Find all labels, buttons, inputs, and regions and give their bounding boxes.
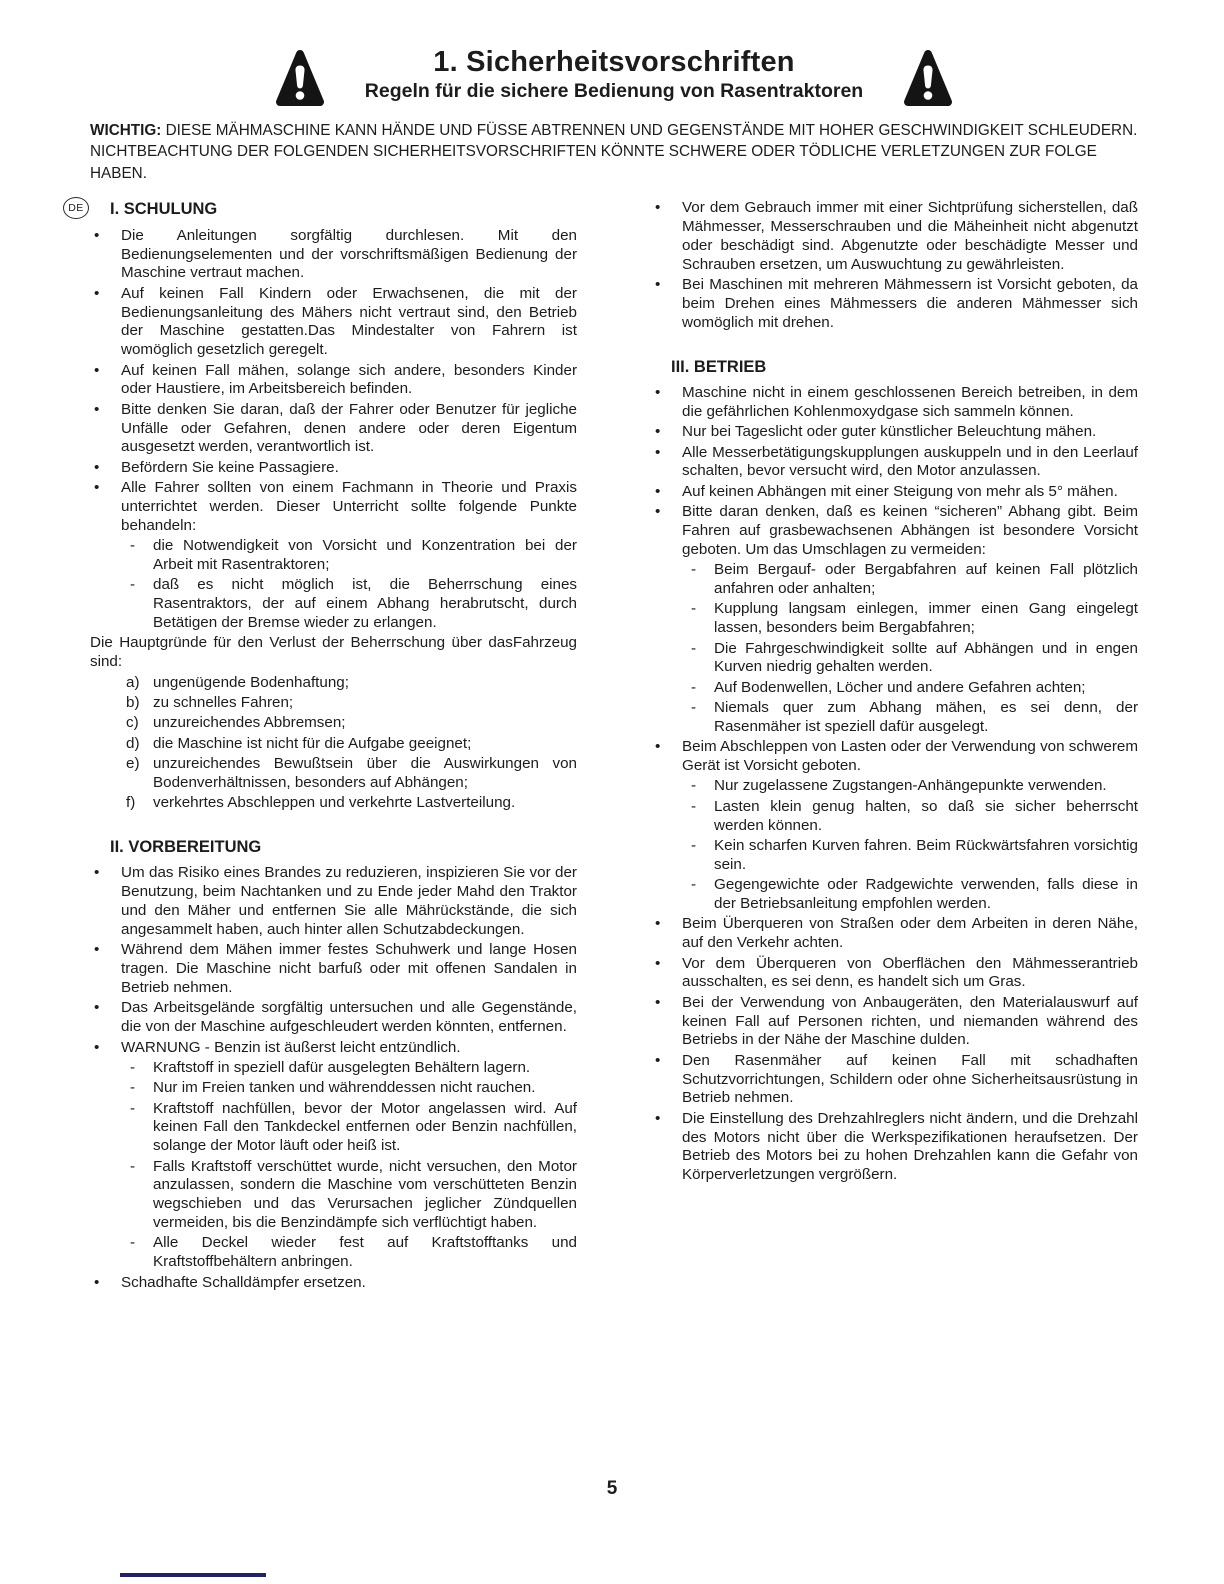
list-item: [90, 479, 577, 536]
item-text: Gegengewichte oder Radgewichte verwenden, falls diese in der Betriebsanleitung empfohlen werden.: [714, 876, 1138, 913]
list-item: [90, 864, 577, 939]
item-text: daß es nicht möglich ist, die Beherrschung eines Rasentraktors, der auf einem Abhang herabrutscht, durch Betätigen der Bremse wieder zu erlangen.: [153, 576, 577, 632]
item-text: Bei der Verwendung von Anbaugeräten, den Materialauswurf auf keinen Fall auf Personen richten, und niemanden während des Betriebs in der Nähe der Maschine dulden.: [682, 993, 1138, 1049]
item-text: Bei Maschinen mit mehreren Mähmessern ist Vorsicht geboten, da beim Drehen eines Mähmessers die anderen Mähmesser sich womöglich mit drehen.: [682, 276, 1138, 331]
list-item: [90, 674, 577, 693]
item-text: II. VORBEREITUNG: [110, 837, 262, 856]
letter-marker: f): [126, 794, 136, 812]
list-item: [651, 994, 1138, 1051]
item-text: ungenügende Bodenhaftung;: [153, 673, 349, 691]
letter-marker: b): [126, 693, 140, 711]
item-text: Auf Bodenwellen, Löcher und andere Gefahren achten;: [714, 678, 1086, 696]
language-badge: DE: [63, 197, 89, 219]
item-text: die Notwendigkeit von Vorsicht und Konzentration bei der Arbeit mit Rasentraktoren;: [153, 537, 577, 574]
list-item: [651, 640, 1138, 678]
list-item: [90, 459, 577, 478]
page-subtitle: Regeln für die sichere Bedienung von Rasentraktoren: [364, 80, 864, 102]
dash-marker: -: [691, 561, 697, 579]
list-item: [90, 1234, 577, 1272]
item-text: Auf keinen Fall mähen, solange sich andere, besonders Kinder oder Haustiere, im Arbeitsbereich befinden.: [121, 361, 577, 398]
list-item: [90, 999, 577, 1037]
list-item: [651, 837, 1138, 875]
bullet-marker: •: [94, 226, 100, 244]
list-item: [651, 798, 1138, 836]
item-text: Falls Kraftstoff verschüttet wurde, nicht versuchen, den Motor anzulassen, sondern die Maschine vom verschütteten Benzin wegschieben und das Verursachen jeglicher Zündquellen vermeiden, bis die Benzindämpfe sich verflüchtigt haben.: [153, 1157, 577, 1232]
item-text: WARNUNG - Benzin ist äußerst leicht entzündlich.: [121, 1038, 461, 1056]
list-item: [90, 1100, 577, 1157]
dash-marker: -: [130, 1157, 136, 1175]
item-text: Alle Deckel wieder fest auf Kraftstofftanks und Kraftstoffbehältern anbringen.: [153, 1234, 577, 1271]
item-text: Die Anleitungen sorgfältig durchlesen. Mit den Bedienungselementen und der vorschriftsmäßigen Bedienung der Maschine vertraut machen.: [121, 226, 577, 282]
item-text: die Maschine ist nicht für die Aufgabe geeignet;: [153, 734, 472, 752]
item-text: Schadhafte Schalldämpfer ersetzen.: [121, 1273, 366, 1291]
right-column: [651, 199, 1138, 1294]
bullet-marker: •: [655, 199, 661, 217]
list-item: [90, 1274, 577, 1293]
item-text: Niemals quer zum Abhang mähen, es sei denn, der Rasenmäher ist speziell dafür ausgelegt.: [714, 699, 1138, 735]
item-text: Beim Bergauf- oder Bergabfahren auf keinen Fall plötzlich anfahren oder anhalten;: [714, 561, 1138, 598]
dash-marker: -: [691, 639, 697, 657]
list-item: [651, 276, 1138, 333]
bullet-marker: •: [94, 1038, 100, 1056]
bullet-marker: •: [655, 993, 661, 1011]
list-item: [651, 738, 1138, 776]
warning-triangle-icon: [903, 49, 953, 109]
bullet-marker: •: [94, 361, 100, 379]
dash-marker: -: [691, 777, 697, 795]
header-text: [365, 46, 863, 103]
dash-marker: -: [691, 678, 697, 696]
item-text: Das Arbeitsgelände sorgfältig untersuchen und alle Gegenstände, die von der Maschine aufgeschleudert werden könnten, entfernen.: [121, 999, 577, 1036]
bullet-marker: •: [94, 284, 100, 302]
item-text: III. BETRIEB: [671, 357, 767, 376]
letter-marker: d): [126, 734, 140, 752]
bullet-marker: •: [655, 482, 661, 500]
section-heading: [68, 199, 577, 219]
bullet-marker: •: [655, 738, 661, 756]
item-text: Nur bei Tageslicht oder guter künstlicher Beleuchtung mähen.: [682, 423, 1097, 441]
list-item: [90, 227, 577, 284]
two-column-body: [68, 199, 1138, 1294]
important-text: DIESE MÄHMASCHINE KANN HÄNDE UND FÜSSE ABTRENNEN UND GEGENSTÄNDE MIT HOHER GESCHWINDIGKEIT SCHLEUDERN. NICHTBEACHTUNG DER FOLGENDEN SICHERHEITSVORSCHRIFTEN KÖNNTE SCHWERE ODER TÖDLICHE VERLETZUNGEN ZUR FOLGE HABEN.: [90, 122, 1138, 182]
bullet-marker: •: [655, 276, 661, 294]
item-text: Die Einstellung des Drehzahlreglers nicht ändern, und die Drehzahl des Motors nicht über die Werkspezifikationen heraufsetzen. Der Betrieb des Motors bei zu hohen Drehzahlen kann die Gefahr von Körperverletzungen vergrößern.: [682, 1109, 1138, 1184]
warning-triangle-icon: [275, 49, 325, 109]
dash-marker: -: [130, 1234, 136, 1252]
bullet-marker: •: [94, 400, 100, 418]
list-item: [651, 679, 1138, 698]
letter-marker: c): [126, 714, 139, 732]
item-text: Befördern Sie keine Passagiere.: [121, 458, 339, 476]
letter-marker: e): [126, 754, 140, 772]
item-text: unzureichendes Bewußtsein über die Auswirkungen von Bodenverhältnissen, besonders auf Abhängen;: [153, 754, 577, 791]
dash-marker: -: [691, 797, 697, 815]
bullet-marker: •: [94, 1273, 100, 1291]
item-text: Die Hauptgründe für den Verlust der Beherrschung über dasFahrzeug sind:: [90, 634, 577, 671]
page-header: [90, 46, 1138, 109]
bullet-marker: •: [655, 1051, 661, 1069]
item-text: Kupplung langsam einlegen, immer einen Gang eingelegt lassen, besonders beim Bergabfahren;: [714, 600, 1138, 637]
left-column: [68, 199, 577, 1294]
list-item: [90, 1079, 577, 1098]
dash-marker: -: [691, 836, 697, 854]
bullet-marker: •: [94, 479, 100, 497]
list-item: [651, 561, 1138, 599]
list-item: [90, 755, 577, 793]
item-text: zu schnelles Fahren;: [153, 693, 294, 711]
item-text: Nur zugelassene Zugstangen-Anhängepunkte verwenden.: [714, 777, 1107, 795]
item-text: Vor dem Gebrauch immer mit einer Sichtprüfung sicherstellen, daß Mähmesser, Messerschrauben und die Mäheinheit nicht abgenutzt oder beschädigt sind. Abgenutzte oder beschädigte Messer und Schrauben ersetzen, um Auswuchtung zu gewährleisten.: [682, 199, 1138, 273]
item-text: Kein scharfen Kurven fahren. Beim Rückwärtsfahren vorsichtig sein.: [714, 836, 1138, 873]
bullet-marker: •: [655, 384, 661, 402]
list-item: [90, 941, 577, 998]
list-item: [90, 576, 577, 633]
item-text: Kraftstoff in speziell dafür ausgelegten Behältern lagern.: [153, 1058, 531, 1076]
bullet-marker: •: [94, 941, 100, 959]
letter-marker: a): [126, 673, 140, 691]
dash-marker: -: [130, 1058, 136, 1076]
section-heading: [110, 837, 577, 857]
bullet-marker: •: [655, 443, 661, 461]
list-item: [651, 423, 1138, 442]
item-text: unzureichendes Abbremsen;: [153, 714, 346, 732]
bullet-marker: •: [655, 954, 661, 972]
item-text: Alle Fahrer sollten von einem Fachmann in Theorie und Praxis unterrichtet werden. Dieser Unterricht sollte folgende Punkte behandeln:: [121, 479, 577, 534]
list-item: [651, 444, 1138, 482]
bottom-rule: [120, 1573, 266, 1577]
list-item: [651, 199, 1138, 274]
dash-marker: -: [130, 537, 136, 555]
list-item: [651, 1052, 1138, 1109]
list-item: [90, 694, 577, 713]
list-item: [651, 600, 1138, 638]
dash-marker: -: [130, 576, 136, 594]
item-text: Vor dem Überqueren von Oberflächen den Mähmesserantrieb ausschalten, es sei denn, es handelt sich um Gras.: [682, 954, 1138, 991]
list-item: [651, 915, 1138, 953]
item-text: Bitte daran denken, daß es keinen “sicheren” Abhang gibt. Beim Fahren auf grasbewachsenen Abhängen ist besondere Vorsicht geboten. Um das Umschlagen zu vermeiden:: [682, 503, 1138, 558]
list-item: [90, 401, 577, 458]
item-text: Beim Überqueren von Straßen oder dem Arbeiten in deren Nähe, auf den Verkehr achten.: [682, 915, 1138, 952]
list-item: [651, 876, 1138, 914]
list-item: [90, 285, 577, 360]
item-text: Während dem Mähen immer festes Schuhwerk und lange Hosen tragen. Die Maschine nicht barfuß oder mit offenen Sandalen in Betrieb nehmen.: [121, 941, 577, 996]
dash-marker: -: [130, 1079, 136, 1097]
section-heading: [671, 357, 1138, 377]
item-text: Auf keinen Abhängen mit einer Steigung von mehr als 5° mähen.: [682, 482, 1118, 500]
item-text: Die Fahrgeschwindigkeit sollte auf Abhängen und in engen Kurven niedrig gehalten werden.: [714, 639, 1138, 676]
list-item: [651, 1110, 1138, 1185]
dash-marker: -: [130, 1099, 136, 1117]
bullet-marker: •: [655, 1109, 661, 1127]
dash-marker: -: [691, 600, 697, 618]
bullet-marker: •: [94, 999, 100, 1017]
list-item: [90, 1039, 577, 1058]
important-label: WICHTIG:: [90, 122, 162, 139]
bullet-marker: •: [655, 503, 661, 521]
page-number: 5: [606, 1478, 618, 1499]
bullet-marker: •: [94, 458, 100, 476]
item-text: Kraftstoff nachfüllen, bevor der Motor angelassen wird. Auf keinen Fall den Tankdeckel entfernen oder Benzin nachfüllen, solange der Motor läuft oder heiß ist.: [153, 1099, 577, 1155]
list-item: [651, 503, 1138, 560]
list-item: [651, 384, 1138, 422]
item-text: I. SCHULUNG: [110, 200, 218, 219]
list-item: [651, 699, 1138, 737]
page-title: 1. Sicherheitsvorschriften: [433, 46, 795, 78]
list-item: [90, 634, 577, 672]
bullet-marker: •: [94, 864, 100, 882]
list-item: [651, 777, 1138, 796]
list-item: [90, 714, 577, 733]
item-text: Bitte denken Sie daran, daß der Fahrer oder Benutzer für jegliche Unfälle oder Gefahren, denen andere oder deren Eigentum ausgesetzt werden, verantwortlich ist.: [121, 400, 577, 456]
item-text: Maschine nicht in einem geschlossenen Bereich betreiben, in dem die gefährlichen Kohlenmoxydgase sich sammeln können.: [682, 384, 1138, 420]
list-item: [651, 483, 1138, 502]
item-text: Alle Messerbetätigungskupplungen auskuppeln und in den Leerlauf schalten, bevor versucht wird, den Motor anzulassen.: [682, 443, 1138, 480]
item-text: Nur im Freien tanken und währenddessen nicht rauchen.: [153, 1079, 536, 1097]
list-item: [90, 1158, 577, 1233]
bullet-marker: •: [655, 915, 661, 933]
list-item: [90, 794, 577, 813]
list-item: [90, 537, 577, 575]
item-text: Um das Risiko eines Brandes zu reduzieren, inspizieren Sie vor der Benutzung, beim Nachtanken und zu Ende jeder Mahd den Traktor und den Mäher und entfernen Sie alle Mährückstände, die sich angesammelt haben, auch hinter allen Schutzabdeckungen.: [121, 864, 577, 938]
list-item: [651, 955, 1138, 993]
list-item: [90, 1059, 577, 1078]
item-text: Beim Abschleppen von Lasten oder der Verwendung von schwerem Gerät ist Vorsicht geboten.: [682, 738, 1138, 775]
bullet-marker: •: [655, 423, 661, 441]
dash-marker: -: [691, 699, 697, 717]
item-text: verkehrtes Abschleppen und verkehrte Lastverteilung.: [153, 794, 516, 812]
item-text: Auf keinen Fall Kindern oder Erwachsenen, die mit der Bedienungsanleitung des Mähers nicht vertraut sind, den Betrieb der Maschine gestatten.Das Mindestalter von Fahrern ist womöglich gesetzlich geregelt.: [121, 284, 577, 359]
item-text: Den Rasenmäher auf keinen Fall mit schadhaften Schutzvorrichtungen, Schildern oder ohne Sicherheitsausrüstung in Betrieb nehmen.: [682, 1051, 1138, 1107]
important-notice: [90, 120, 1138, 184]
list-item: [90, 362, 577, 400]
item-text: Lasten klein genug halten, so daß sie sicher beherrscht werden können.: [714, 797, 1138, 834]
list-item: [90, 735, 577, 754]
dash-marker: -: [691, 876, 697, 894]
